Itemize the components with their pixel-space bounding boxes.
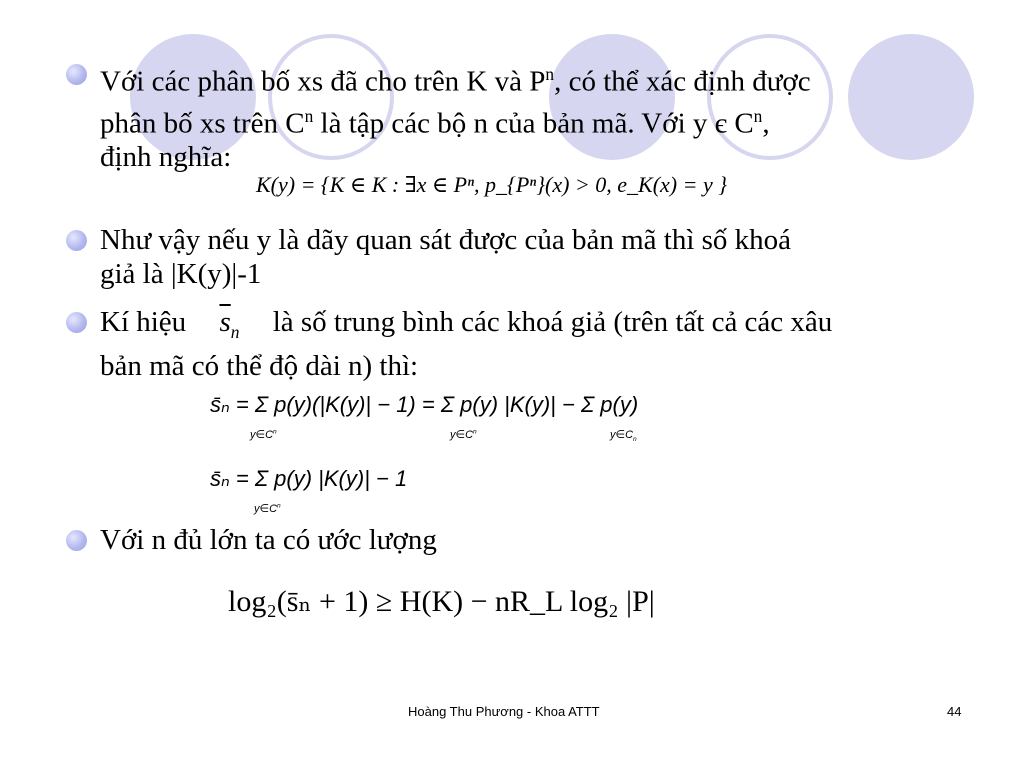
sum-index-4: $y\in C^n$ <box>254 502 281 515</box>
b3-line2: bản mã có thể độ dài n) thì: <box>100 349 419 382</box>
b2-line2: giả là |K(y)|-1 <box>100 258 262 290</box>
bullet-marker <box>66 230 87 251</box>
b1-sup2: n <box>304 105 314 126</box>
b1-line2b: là tập các bộ n của bản mã. Với y є C <box>313 107 754 140</box>
b1-sup1: n <box>545 64 555 84</box>
bullet-marker <box>66 530 87 551</box>
b3-post: là số trung bình các khoá giả (trên tất cả các xâu <box>272 306 833 338</box>
footer-author: Hoàng Thu Phương - Khoa ATTT <box>408 704 600 719</box>
formula-sn-eq1: s̄ₙ = Σ p(y)(|K(y)| − 1) = Σ p(y) |K(y)| − Σ p(y) <box>210 392 639 417</box>
b1-line2c: , <box>762 107 770 140</box>
formula-log-inequality: log₂(s̄ₙ + 1) ≥ H(K) − nR_L log₂ |P| <box>228 585 655 618</box>
b3-pre: Kí hiệu <box>100 306 187 338</box>
bullet-text-4 <box>100 523 980 557</box>
b1-line3: định nghĩa: <box>100 141 232 174</box>
bullet-text-1 <box>100 57 980 174</box>
formula-k-def: K(y) = {K ∈ K : ∃x ∈ Pⁿ, p_{Pⁿ}(x) > 0, e_K(x) = y } <box>256 172 728 197</box>
formula-sn-eq2: s̄ₙ = Σ p(y) |K(y)| − 1 <box>210 466 408 491</box>
bullet-marker <box>66 64 87 85</box>
b1-line1-end: , có thể xác định được <box>554 65 811 98</box>
inline-symbol-sn: $\overline{s}_n$ <box>219 306 240 342</box>
b2-line1: Như vậy nếu y là dãy quan sát được của bản mã thì số khoá <box>100 224 792 256</box>
footer-page-number: 44 <box>947 704 962 719</box>
b1-line1: Với các phân bố xs đã cho trên K và P <box>100 65 546 98</box>
bullet-marker <box>66 312 87 333</box>
sum-index-1: $y\in C^n$ <box>250 428 277 441</box>
bullet-text-2 <box>100 223 980 291</box>
sum-index-2: $y\in C^n$ <box>450 428 477 441</box>
bullet-text-3 <box>100 305 980 383</box>
b1-sup3: n <box>753 105 763 126</box>
sum-index-3: $y\in C_n$ <box>610 429 637 444</box>
b4-line1: Với n đủ lớn ta có ước lượng <box>100 524 437 556</box>
b1-line2a: phân bố xs trên C <box>100 107 305 140</box>
